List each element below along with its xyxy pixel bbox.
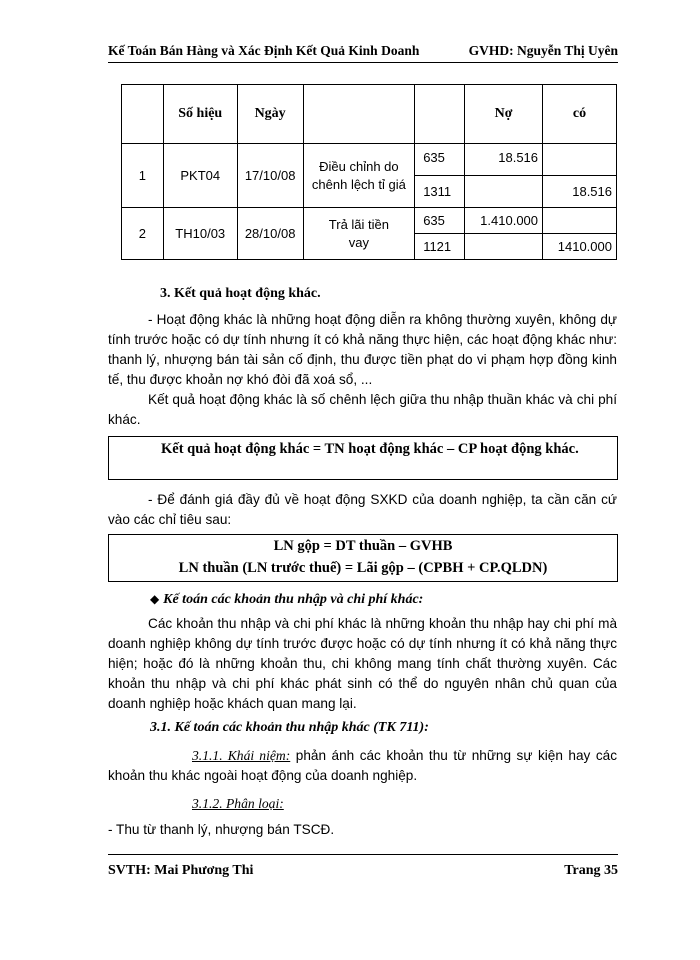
cell-no bbox=[465, 176, 543, 208]
page-number: Trang 35 bbox=[564, 863, 618, 878]
cell-tk: 1121 bbox=[415, 234, 465, 260]
header-cell bbox=[122, 85, 164, 144]
table-row bbox=[122, 208, 617, 234]
list-item: - Thu từ thanh lý, nhượng bán TSCĐ. bbox=[108, 822, 335, 837]
ledger-table bbox=[121, 84, 617, 260]
footer-student: SVTH: Mai Phương Thi bbox=[108, 863, 254, 878]
table-header-row bbox=[122, 85, 617, 144]
page-header bbox=[108, 40, 618, 63]
header-instructor: GVHD: Nguyễn Thị Uyên bbox=[468, 43, 618, 58]
paragraph: Các khoản thu nhập và chi phí khác là những khoản thu nhập hay chi phí mà doanh nghiệp không dự tính trước được hoặc có dự tính nhưng ít có khả năng thực hiện; hoặc đó là những khoản thu, chi không mang tính chất thường xuyên. Các khoản thu nhập và chi phí khác phát sinh có thể do nguyên nhân chủ quan của doanh nghiệp hoặc khách quan mang lại. bbox=[108, 616, 617, 711]
header-cell-so-hieu: Số hiệu bbox=[163, 85, 237, 144]
concept-paragraph bbox=[108, 746, 617, 786]
formula-text: Kết quả hoạt động khác = TN hoạt động khác – CP hoạt động khác. bbox=[161, 441, 579, 457]
formula-box bbox=[108, 534, 618, 582]
concept-label: 3.1.1. Khái niệm: bbox=[192, 748, 291, 763]
cell-so-hieu: PKT04 bbox=[163, 144, 237, 208]
paragraph: Kết quả hoạt động khác là số chênh lệch giữa thu nhập thuần khác và chi phí khác. bbox=[108, 392, 617, 427]
section-heading: 3. Kết quả hoạt động khác. bbox=[160, 286, 321, 301]
cell-no bbox=[465, 234, 543, 260]
formula-line: LN gộp = DT thuần – GVHB bbox=[273, 538, 453, 554]
cell-co bbox=[543, 208, 617, 234]
cell-ngay: 17/10/08 bbox=[237, 144, 303, 208]
paragraph: - Hoạt động khác là những hoạt động diễn ra không thường xuyên, không dự tính trước hoặc có dự tính nhưng ít có khả năng thực hiện, các hoạt động khác như: thanh lý, nhượng bán tài sản cố định, thu được tiền phạt do vi phạm hợp đồng kinh tế, thu được khoản nợ khó đòi đã xoá sổ, ... bbox=[108, 312, 617, 387]
cell-tk: 635 bbox=[415, 144, 465, 176]
header-cell bbox=[415, 85, 465, 144]
paragraph: - Để đánh giá đầy đủ về hoạt động SXKD của doanh nghiệp, ta cần căn cứ vào các chỉ tiêu sau: bbox=[108, 492, 617, 527]
cell-co bbox=[543, 144, 617, 176]
cell-dien-giai: Trả lãi tiền vay bbox=[303, 208, 415, 260]
table-row bbox=[122, 144, 617, 176]
formula-box bbox=[108, 436, 618, 480]
accounting-heading bbox=[150, 590, 423, 608]
cell-ngay: 28/10/08 bbox=[237, 208, 303, 260]
concept-text: phản ánh các khoản thu từ những sự kiện hay các khoản thu khác ngoài hoạt động của doanh nghiệp. bbox=[108, 748, 617, 783]
class-label: 3.1.2. Phân loại: bbox=[192, 796, 284, 811]
cell-co: 18.516 bbox=[543, 176, 617, 208]
cell-stt: 1 bbox=[122, 144, 164, 208]
header-cell bbox=[303, 85, 415, 144]
cell-co: 1410.000 bbox=[543, 234, 617, 260]
cell-no: 18.516 bbox=[465, 144, 543, 176]
cell-stt: 2 bbox=[122, 208, 164, 260]
header-cell-co: có bbox=[543, 85, 617, 144]
sub-heading: 3.1. Kế toán các khoản thu nhập khác (TK 711): bbox=[150, 720, 429, 735]
page-footer bbox=[108, 854, 618, 885]
header-cell-ngay: Ngày bbox=[237, 85, 303, 144]
cell-dien-giai: Điều chỉnh do chênh lệch tỉ giá bbox=[303, 144, 415, 208]
cell-tk: 1311 bbox=[415, 176, 465, 208]
accounting-heading-text: Kế toán các khoản thu nhập và chi phí khác: bbox=[163, 592, 424, 607]
cell-so-hieu: TH10/03 bbox=[163, 208, 237, 260]
cell-no: 1.410.000 bbox=[465, 208, 543, 234]
diamond-bullet-icon: ◆ bbox=[150, 592, 160, 606]
formula-line: LN thuần (LN trước thuế) = Lãi gộp – (CPBH + CP.QLDN) bbox=[178, 560, 548, 576]
cell-tk: 635 bbox=[415, 208, 465, 234]
header-cell-no: Nợ bbox=[465, 85, 543, 144]
header-title: Kế Toán Bán Hàng và Xác Định Kết Quả Kinh Doanh bbox=[108, 43, 420, 58]
